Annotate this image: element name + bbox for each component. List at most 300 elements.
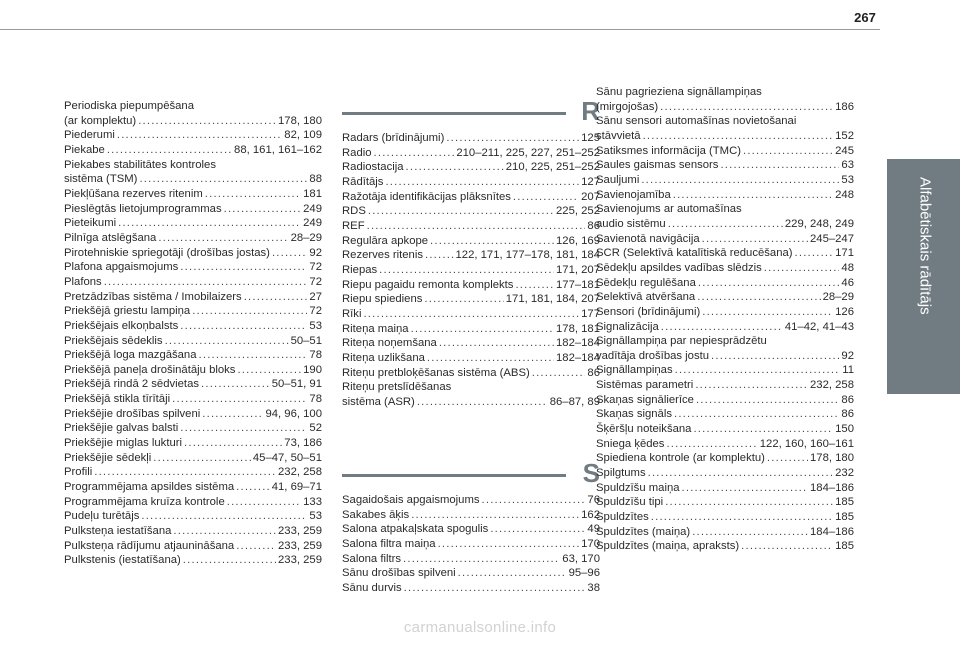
- dot-leader: [404, 581, 586, 596]
- index-term: (ar komplektu): [64, 114, 137, 127]
- page-reference[interactable]: 178, 180: [278, 114, 322, 127]
- page-reference[interactable]: 184–186: [810, 481, 854, 494]
- page-reference[interactable]: 46: [841, 276, 854, 289]
- index-entry: [596, 276, 854, 291]
- index-entry-line: [342, 351, 600, 366]
- index-entry: [596, 407, 854, 422]
- index-entry-line: [64, 216, 322, 231]
- page-reference[interactable]: 133: [303, 495, 322, 508]
- index-term: Sānu sensori automašīnas novietošanai: [596, 115, 797, 128]
- index-entry: [596, 363, 854, 378]
- index-entry: [342, 307, 600, 322]
- index-entry-line: [64, 143, 322, 158]
- index-entry-line: [596, 188, 854, 203]
- page-reference[interactable]: 86: [587, 219, 600, 232]
- index-entry: [596, 173, 854, 188]
- dot-leader: [702, 305, 833, 320]
- index-entry: [342, 322, 600, 337]
- page-reference[interactable]: 233, 259: [278, 554, 322, 567]
- page-reference[interactable]: 50–51: [290, 334, 322, 347]
- page-reference[interactable]: 63, 170: [562, 552, 600, 565]
- dot-leader: [138, 114, 276, 129]
- index-entry: [342, 234, 600, 249]
- dot-leader: [118, 216, 301, 231]
- dot-leader: [439, 336, 554, 351]
- index-entry: [64, 348, 322, 363]
- dot-leader: [199, 348, 308, 363]
- index-entry-line: [596, 217, 854, 232]
- page-reference[interactable]: 210–211, 225, 227, 251–252: [456, 146, 600, 159]
- index-entry-line: [596, 378, 854, 393]
- dot-leader: [482, 493, 586, 508]
- index-entry: [342, 263, 600, 278]
- page-reference[interactable]: 28–29: [822, 291, 854, 304]
- page-reference[interactable]: 94, 96, 100: [265, 407, 322, 420]
- index-term: Riteņa noņemšana: [342, 337, 437, 350]
- index-term: Priekšējie galvas balsti: [64, 422, 179, 435]
- page-reference[interactable]: 53: [309, 319, 322, 332]
- page-reference[interactable]: 126: [835, 305, 854, 318]
- dot-leader: [668, 217, 783, 232]
- page-reference[interactable]: 86: [587, 366, 600, 379]
- section-header-s: [342, 456, 600, 496]
- page-reference[interactable]: 186: [835, 100, 854, 113]
- page-reference[interactable]: 182–184: [556, 351, 600, 364]
- index-entry: [596, 437, 854, 452]
- index-entry: [64, 509, 322, 524]
- index-term: REF: [342, 219, 365, 232]
- index-entry-line: [596, 349, 854, 364]
- dot-leader: [379, 263, 554, 278]
- page-reference[interactable]: 184–186: [810, 525, 854, 538]
- dot-leader: [682, 481, 808, 496]
- page-reference[interactable]: 249: [303, 202, 322, 215]
- index-term: Priekšējie miglas lukturi: [64, 437, 183, 450]
- page-reference[interactable]: 245–247: [810, 232, 854, 245]
- page-reference[interactable]: 178, 180: [810, 452, 854, 465]
- index-column-3: [596, 85, 854, 554]
- index-entry: [64, 187, 322, 202]
- index-term: Pirotehniskie spriegotāji (drošības jostas): [64, 246, 270, 259]
- index-entry: [342, 537, 600, 552]
- index-entry-line: [64, 524, 322, 539]
- dot-leader: [490, 522, 585, 537]
- index-entry: [596, 451, 854, 466]
- index-entry-line: [64, 421, 322, 436]
- page-reference[interactable]: 122, 160, 160–161: [759, 437, 854, 450]
- index-entry-line: [342, 263, 600, 278]
- dot-leader: [741, 539, 833, 554]
- dot-leader: [702, 232, 808, 247]
- index-term: Signāllampiņa par nepiesprādzētu: [596, 335, 767, 348]
- page-reference[interactable]: 122, 171, 177–178, 181, 184: [455, 249, 600, 262]
- index-entry: [596, 393, 854, 408]
- page-reference[interactable]: 72: [309, 261, 322, 274]
- page-reference[interactable]: 45–47, 50–51: [252, 451, 322, 464]
- page-reference[interactable]: 82, 109: [284, 129, 322, 142]
- page-reference[interactable]: 232, 258: [278, 466, 322, 479]
- index-term: Sistēmas parametri: [596, 379, 694, 392]
- index-term: Sniega ķēdes: [596, 437, 665, 450]
- index-entry: [342, 219, 600, 234]
- index-entry-line: [596, 481, 854, 496]
- dot-leader: [180, 421, 307, 436]
- index-entry: [64, 480, 322, 495]
- index-entry: [64, 246, 322, 261]
- dot-leader: [446, 131, 579, 146]
- page-reference[interactable]: 53: [309, 510, 322, 523]
- dot-leader: [673, 188, 833, 203]
- index-term: Skaņas signālierīce: [596, 393, 694, 406]
- page-reference[interactable]: 95–96: [568, 567, 600, 580]
- index-entry-line: [596, 437, 854, 452]
- index-entry-line: [64, 334, 322, 349]
- index-entry: [64, 304, 322, 319]
- dot-leader: [513, 190, 579, 205]
- index-entry: [64, 363, 322, 378]
- index-entry: [342, 204, 600, 219]
- index-entry: [64, 421, 322, 436]
- index-entry: [596, 305, 854, 320]
- page-reference[interactable]: 190: [303, 363, 322, 376]
- index-entry: [64, 377, 322, 392]
- index-term: Regulāra apkope: [342, 234, 429, 247]
- index-term: Savienojamība: [596, 188, 671, 201]
- index-entry: [64, 158, 322, 187]
- index-entry-line: [64, 290, 322, 305]
- index-entry-line: [342, 322, 600, 337]
- index-term: Satiksmes informācija (TMC): [596, 144, 741, 157]
- page-reference[interactable]: 78: [309, 393, 322, 406]
- index-entry: [64, 495, 322, 510]
- index-term: Pudeļu turētājs: [64, 510, 140, 523]
- index-entry-line: [596, 334, 854, 349]
- dot-leader: [795, 246, 834, 261]
- side-tab-label: Alfabētiskais rādītājs: [916, 177, 934, 315]
- dot-leader: [141, 509, 307, 524]
- index-entry-line: [596, 539, 854, 554]
- page-reference[interactable]: 86: [841, 393, 854, 406]
- index-term: Spuldzītes (maiņa): [596, 525, 691, 538]
- index-entry-line: [342, 175, 600, 190]
- page-reference[interactable]: 210, 225, 251–252: [505, 161, 600, 174]
- page-reference[interactable]: 41, 69–71: [271, 481, 322, 494]
- dot-leader: [224, 202, 302, 217]
- page-reference[interactable]: 72: [309, 305, 322, 318]
- dot-leader: [202, 407, 263, 422]
- index-entry: [342, 146, 600, 161]
- index-term: Salona filtra maiņa: [342, 537, 436, 550]
- index-term: Salona filtrs: [342, 552, 402, 565]
- page-reference[interactable]: 50–51, 91: [271, 378, 322, 391]
- index-term: Priekšējā rindā 2 sēdvietas: [64, 378, 200, 391]
- index-entry-line: [64, 304, 322, 319]
- index-column-2-s: [342, 493, 600, 596]
- index-term: Riteņa uzlikšana: [342, 351, 425, 364]
- index-entry-line: [64, 202, 322, 217]
- dot-leader: [424, 292, 503, 307]
- page-reference[interactable]: 86: [841, 408, 854, 421]
- dot-leader: [692, 525, 808, 540]
- dot-leader: [363, 307, 579, 322]
- page-reference[interactable]: 225, 252: [556, 205, 600, 218]
- page-reference[interactable]: 207: [581, 190, 600, 203]
- index-entry: [596, 334, 854, 363]
- page-reference[interactable]: 245: [835, 144, 854, 157]
- page-reference[interactable]: 162: [581, 508, 600, 521]
- page-reference[interactable]: 229, 248, 249: [784, 217, 854, 230]
- page-reference[interactable]: 233, 259: [278, 539, 322, 552]
- index-entry-line: [342, 131, 600, 146]
- index-entry: [342, 508, 600, 523]
- page-reference[interactable]: 171, 207: [556, 263, 600, 276]
- index-entry: [342, 160, 600, 175]
- section-header-r: [342, 94, 600, 134]
- page-reference[interactable]: 150: [835, 423, 854, 436]
- index-term: Spuldzītes (maiņa, apraksts): [596, 540, 740, 553]
- index-entry: [64, 539, 322, 554]
- index-entry-line: [342, 292, 600, 307]
- dot-leader: [648, 466, 834, 481]
- index-entry-line: [342, 537, 600, 552]
- dot-leader: [651, 510, 833, 525]
- dot-leader: [427, 351, 554, 366]
- page-reference[interactable]: 178, 181: [556, 322, 600, 335]
- index-entry-line: [64, 319, 322, 334]
- index-term: Riepu spiediens: [342, 293, 423, 306]
- dot-leader: [515, 278, 554, 293]
- page-reference[interactable]: 63: [841, 159, 854, 172]
- index-term: Radiostacija: [342, 161, 404, 174]
- index-term: Pretzādzības sistēma / Imobilaizers: [64, 290, 242, 303]
- index-entry: [596, 232, 854, 247]
- index-entry-line: [64, 275, 322, 290]
- index-term: Sēdekļu regulēšana: [596, 276, 696, 289]
- page-reference[interactable]: 125: [581, 132, 600, 144]
- index-entry: [596, 378, 854, 393]
- index-entry-line: [64, 377, 322, 392]
- index-entry-line: [596, 246, 854, 261]
- index-entry-line: [64, 407, 322, 422]
- index-entry-line: [596, 407, 854, 422]
- index-entry: [64, 392, 322, 407]
- index-entry-line: [342, 493, 600, 508]
- index-entry-line: [596, 422, 854, 437]
- page-reference[interactable]: 182–184: [556, 337, 600, 350]
- page-reference[interactable]: 53: [841, 173, 854, 186]
- index-term: sistēma (ASR): [342, 395, 415, 408]
- page-reference[interactable]: 126, 169: [556, 234, 600, 247]
- dot-leader: [641, 173, 839, 188]
- index-entry: [342, 278, 600, 293]
- page-reference[interactable]: 232: [835, 467, 854, 480]
- index-entry: [342, 336, 600, 351]
- index-entry: [342, 566, 600, 581]
- index-entry: [342, 522, 600, 537]
- index-term: Piekļūšana rezerves ritenim: [64, 187, 203, 200]
- index-entry-line: [596, 202, 854, 217]
- index-term: Priekšējā paneļa drošinātāju bloks: [64, 363, 236, 376]
- page-reference[interactable]: 170: [581, 537, 600, 550]
- page-reference[interactable]: 232, 258: [810, 379, 854, 392]
- index-entry: [64, 524, 322, 539]
- page-reference[interactable]: 92: [309, 246, 322, 259]
- page-reference[interactable]: 171, 181, 184, 207: [505, 293, 600, 306]
- index-term: Plafona apgaismojums: [64, 261, 179, 274]
- dot-leader: [205, 187, 301, 202]
- page-reference[interactable]: 38: [587, 581, 600, 594]
- page-reference[interactable]: 78: [309, 349, 322, 362]
- index-entry: [596, 422, 854, 437]
- page-reference[interactable]: 76: [587, 494, 600, 506]
- page-reference[interactable]: 86–87, 89: [549, 395, 600, 408]
- page-reference[interactable]: 152: [835, 129, 854, 142]
- index-entry-line: [342, 395, 600, 410]
- index-entry: [64, 407, 322, 422]
- section-letter-s: S: [582, 458, 600, 488]
- dot-leader: [696, 393, 839, 408]
- index-term: Signalizācija: [596, 320, 659, 333]
- index-term: (mirgojošas): [596, 100, 659, 113]
- page-reference[interactable]: 11: [842, 364, 854, 377]
- dot-leader: [661, 320, 783, 335]
- index-entry: [64, 216, 322, 231]
- dot-leader: [411, 508, 579, 523]
- index-term: Ražotāja identifikācijas plāksnītes: [342, 190, 511, 203]
- page-reference[interactable]: 92: [841, 349, 854, 362]
- section-letter-r: R: [581, 96, 600, 126]
- dot-leader: [192, 304, 307, 319]
- dot-leader: [743, 144, 833, 159]
- section-bar: [342, 112, 566, 115]
- page-reference[interactable]: 185: [835, 540, 854, 553]
- index-term: Priekšējie sēdekļi: [64, 451, 152, 464]
- index-term: Piederumi: [64, 129, 115, 142]
- index-term: Piekabes stabilitātes kontroles: [64, 158, 216, 171]
- index-term: Sauljumi: [596, 173, 640, 186]
- page-reference[interactable]: 27: [309, 290, 322, 303]
- page-reference[interactable]: 177: [581, 307, 600, 320]
- index-term: Saules gaismas sensors: [596, 159, 719, 172]
- page-reference[interactable]: 48: [841, 261, 854, 274]
- dot-leader: [693, 422, 833, 437]
- index-entry: [596, 188, 854, 203]
- index-term: Priekšējā loga mazgāšana: [64, 349, 197, 362]
- dot-leader: [139, 172, 307, 187]
- index-entry: [342, 493, 600, 508]
- page-reference[interactable]: 88, 161, 161–162: [234, 143, 322, 156]
- page-reference[interactable]: 171: [835, 247, 854, 260]
- index-term: Priekšējais sēdeklis: [64, 334, 163, 347]
- index-entry-line: [342, 190, 600, 205]
- dot-leader: [720, 158, 839, 173]
- dot-leader: [764, 261, 840, 276]
- index-term: RDS: [342, 205, 366, 218]
- index-entry-line: [64, 436, 322, 451]
- index-entry: [342, 175, 600, 190]
- page-reference[interactable]: 28–29: [290, 231, 322, 244]
- index-term: Riteņu pretslīdēšanas: [342, 381, 452, 394]
- index-entry-line: [342, 566, 600, 581]
- index-term: Priekšējie drošības spilveni: [64, 407, 201, 420]
- dot-leader: [237, 363, 301, 378]
- dot-leader: [165, 334, 289, 349]
- index-term: Šķēršļu noteikšana: [596, 423, 692, 436]
- page-reference[interactable]: 248: [835, 188, 854, 201]
- page-reference[interactable]: 52: [309, 422, 322, 435]
- page-reference[interactable]: 177–181: [556, 278, 600, 291]
- index-term: Sakabes āķis: [342, 508, 410, 521]
- dot-leader: [153, 451, 251, 466]
- index-entry: [64, 202, 322, 217]
- index-entry-line: [596, 158, 854, 173]
- index-entry-line: [342, 204, 600, 219]
- index-entry-line: [64, 114, 322, 129]
- index-entry-line: [596, 276, 854, 291]
- index-entry: [596, 320, 854, 335]
- page-reference[interactable]: 181: [303, 187, 322, 200]
- index-entry: [596, 539, 854, 554]
- dot-leader: [711, 349, 839, 364]
- dot-leader: [695, 378, 808, 393]
- dot-leader: [94, 465, 276, 480]
- page-reference[interactable]: 73, 186: [284, 437, 322, 450]
- index-term: Spuldzīšu maiņa: [596, 481, 680, 494]
- index-entry: [342, 366, 600, 381]
- index-term: stāvvietā: [596, 129, 641, 142]
- page-reference[interactable]: 88: [309, 173, 322, 186]
- page-reference[interactable]: 127: [581, 175, 600, 188]
- index-term: Spiediena kontrole (ar komplektu): [596, 452, 765, 465]
- index-entry-line: [596, 305, 854, 320]
- page-reference[interactable]: 72: [309, 275, 322, 288]
- dot-leader: [425, 248, 454, 263]
- index-term: Riepu pagaidu remonta komplekts: [342, 278, 514, 291]
- index-entry: [342, 552, 600, 567]
- index-entry-line: [596, 100, 854, 115]
- section-bar: [342, 474, 566, 477]
- index-entry: [64, 231, 322, 246]
- index-term: SCR (Selektīvā katalītiskā reducēšana): [596, 247, 793, 260]
- index-entry-line: [64, 348, 322, 363]
- dot-leader: [438, 537, 580, 552]
- page-reference[interactable]: 233, 259: [278, 525, 322, 538]
- index-entry-line: [596, 451, 854, 466]
- index-entry-line: [342, 508, 600, 523]
- page-reference[interactable]: 41–42, 41–43: [784, 320, 854, 333]
- index-entry: [342, 248, 600, 263]
- page-reference[interactable]: 49: [587, 523, 600, 536]
- index-entry: [342, 190, 600, 205]
- index-entry: [596, 481, 854, 496]
- page-reference[interactable]: 185: [835, 511, 854, 524]
- index-term: Savienojums ar automašīnas: [596, 203, 742, 216]
- index-column-2-r: [342, 131, 600, 409]
- index-term: Pilnīga atslēgšana: [64, 231, 157, 244]
- index-entry-line: [596, 232, 854, 247]
- page-reference[interactable]: 185: [835, 496, 854, 509]
- index-entry: [342, 131, 600, 146]
- dot-leader: [201, 377, 270, 392]
- index-entry-line: [64, 451, 322, 466]
- index-term: Riteņa maiņa: [342, 322, 409, 335]
- index-entry: [342, 380, 600, 409]
- index-entry-line: [342, 552, 600, 567]
- page-number: 267: [854, 10, 876, 25]
- page-reference[interactable]: 249: [303, 217, 322, 230]
- index-entry-line: [342, 581, 600, 596]
- dot-leader: [227, 495, 301, 510]
